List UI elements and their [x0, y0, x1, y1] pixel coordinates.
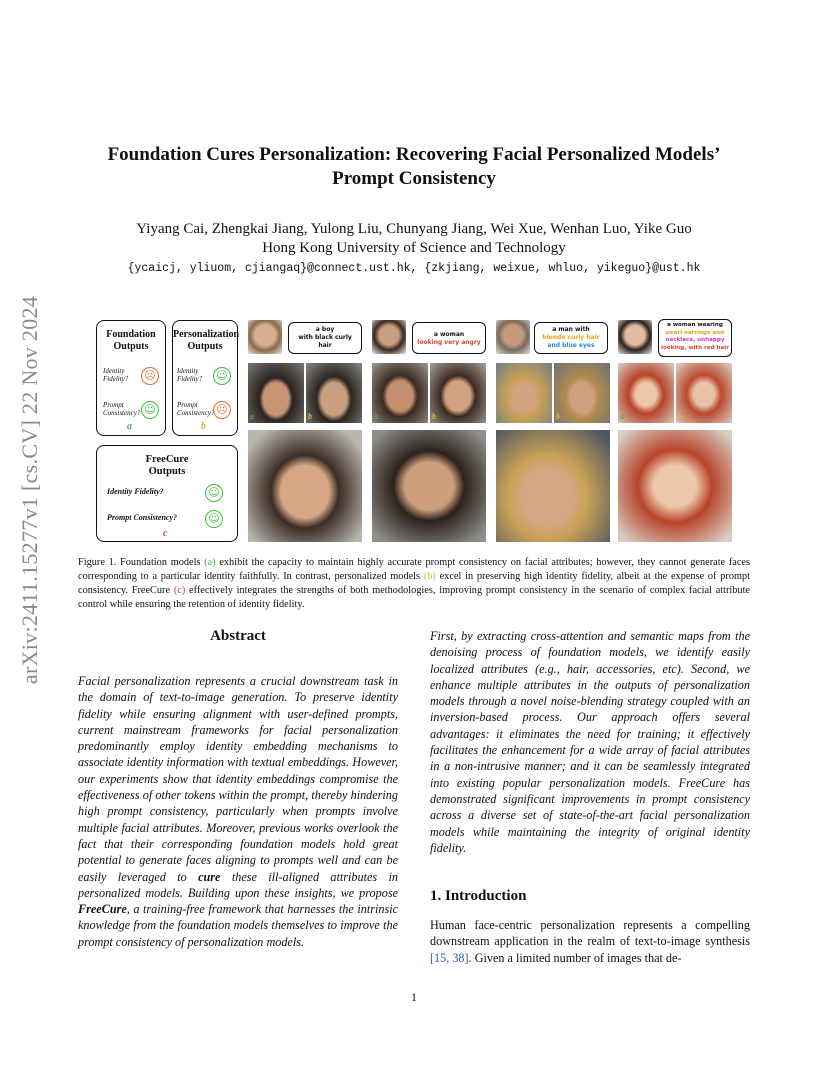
- foundation-box-title: Foundation Outputs: [106, 329, 156, 352]
- freecure-q2: Prompt Consistency?: [107, 513, 178, 522]
- freecure-output: [618, 430, 732, 542]
- prompt-box-3: a man with blonde curly hair and blue eyes: [534, 322, 608, 354]
- foundation-box: [96, 320, 166, 436]
- foundation-q2: Prompt Consistency?: [103, 401, 141, 417]
- tag-b: b: [308, 412, 312, 421]
- prompt-box-1: a boy with black curly hair: [288, 322, 362, 354]
- foundation-output: [496, 363, 552, 423]
- freecure-output: [372, 430, 486, 542]
- abstract-heading: Abstract: [210, 628, 266, 644]
- abstract-body: Facial personalization represents a crucial downstream task in the domain of text-to-image generation. To preserve identity fidelity while ensuring alignment with user-defined prompts, current mainstream frameworks for facial personalization predominantly employ identity embedding mechanisms to associate identity information with textual embeddings. However, our experiments show that identity embeddings compromise the effectiveness of other tokens within the prompt, thereby hindering high prompt consistency, particularly when prompts involve multiple facial attributes. Moreover, previous works overlook the fact that their corresponding foundation models hold great potential to generate faces aligning to prompts well and can be easily leveraged to cure these ill-aligned attributes in personalized models. Building upon these insights, we propose FreeCure, a training-free framework that harnesses the intrinsic knowledge from the foundation models themselves to improve the prompt consistency of personalization models.: [78, 674, 398, 949]
- authors: Yiyang Cai, Zhengkai Jiang, Yulong Liu, Chunyang Jiang, Wei Xue, Wenhan Luo, Yike Guo: [136, 221, 692, 237]
- happy-face-icon: ☺: [141, 401, 159, 419]
- freecure-output: [248, 430, 362, 542]
- tag-b: b: [678, 412, 682, 421]
- prompt-box-4: a woman wearing pearl earrings and necklace, unhappy looking, with red hair: [658, 319, 732, 357]
- personalized-output: [554, 363, 610, 423]
- freecure-q1: Identity Fidelity?: [107, 487, 164, 496]
- tag-b: b: [432, 412, 436, 421]
- personalized-output: [430, 363, 486, 423]
- label-b: b: [201, 421, 206, 432]
- personalization-box: [172, 320, 238, 436]
- label-c: c: [163, 528, 168, 539]
- figure-1: [78, 315, 750, 545]
- happy-face-icon: ☺: [205, 484, 223, 502]
- personal-q1: Identity Fidelity?: [177, 367, 203, 383]
- affiliation: Hong Kong University of Science and Technology: [262, 240, 566, 256]
- paper-title: Foundation Cures Personalization: Recovering Facial Personalized Models’ Prompt Consistency: [107, 144, 721, 189]
- tag-a: a: [620, 412, 624, 421]
- foundation-output: [372, 363, 428, 423]
- abstract-continued: First, by extracting cross-attention and semantic maps from the denoising process of foundation models, we identify easily localized attributes (e.g., hair, accessories, etc). Second, we enhance multiple attributes in the outputs of personalization models through a novel noise-blending strategy coupled with an inversion-based process. Our approach offers several advantages: it eliminates the need for training; it effectively facilitates the enhancement for a wide array of facial attributes in a non-intrusive manner; and it can be seamlessly integrated into existing popular personalization models. FreeCure has demonstrated significant improvements in prompt consistency across a diverse set of state-of-the-art facial personalization models while maintaining the integrity of original identity fidelity.: [430, 629, 750, 855]
- sad-face-icon: ☹: [213, 401, 231, 419]
- freecure-output: [496, 430, 610, 542]
- introduction-heading: 1. Introduction: [430, 888, 527, 905]
- citation-link[interactable]: [15, 38]: [430, 950, 469, 965]
- foundation-q1: Identity Fidelity?: [103, 367, 129, 383]
- label-a: a: [127, 421, 132, 432]
- left-column: [78, 626, 398, 950]
- happy-face-icon: ☺: [205, 510, 223, 528]
- tag-b: b: [556, 412, 560, 421]
- page-number: 1: [411, 990, 417, 1004]
- authors-block: [80, 220, 748, 258]
- reference-face: [496, 320, 530, 354]
- tag-a: a: [250, 412, 254, 421]
- emails: {ycaicj, yliuom, cjiangaq}@connect.ust.hk, {zkjiang, weixue, whluo, yikeguo}@ust.hk: [127, 262, 701, 275]
- happy-face-icon: ☺: [213, 367, 231, 385]
- personalization-box-title: Personalization Outputs: [173, 329, 240, 352]
- foundation-output: [618, 363, 674, 423]
- sad-face-icon: ☹: [141, 367, 159, 385]
- right-column: [430, 626, 750, 966]
- introduction-body: Human face-centric personalization represents a compelling downstream application in the realm of text-to-image synthesis [15, 38]. Given a limited number of images that de-: [430, 918, 750, 965]
- prompt-box-2: a woman looking very angry: [412, 322, 486, 354]
- reference-face: [248, 320, 282, 354]
- reference-face: [372, 320, 406, 354]
- figure-caption: Figure 1. Foundation models (a) exhibit the capacity to maintain highly accurate prompt consistency on facial attributes; however, they cannot generate faces corresponding to a particular identity faithfully. In contrast, personalized models (b) excel in preserving high identity fidelity, albeit at the expense of prompt consistency. FreeCure (c) effectively integrates the strengths of both methodologies, improving prompt consistency in the scenario of complex facial attribute control while ensuring the retention of identity fidelity.: [78, 557, 750, 610]
- tag-a: a: [374, 412, 378, 421]
- reference-face: [618, 320, 652, 354]
- personalized-output: [306, 363, 362, 423]
- arxiv-stamp: arXiv:2411.15277v1 [cs.CV] 22 Nov 2024: [17, 295, 42, 685]
- freecure-box: [96, 445, 238, 542]
- foundation-output: [248, 363, 304, 423]
- personal-q2: Prompt Consistency?: [177, 401, 215, 417]
- freecure-box-title: FreeCure Outputs: [145, 454, 189, 477]
- personalized-output: [676, 363, 732, 423]
- tag-a: a: [498, 412, 502, 421]
